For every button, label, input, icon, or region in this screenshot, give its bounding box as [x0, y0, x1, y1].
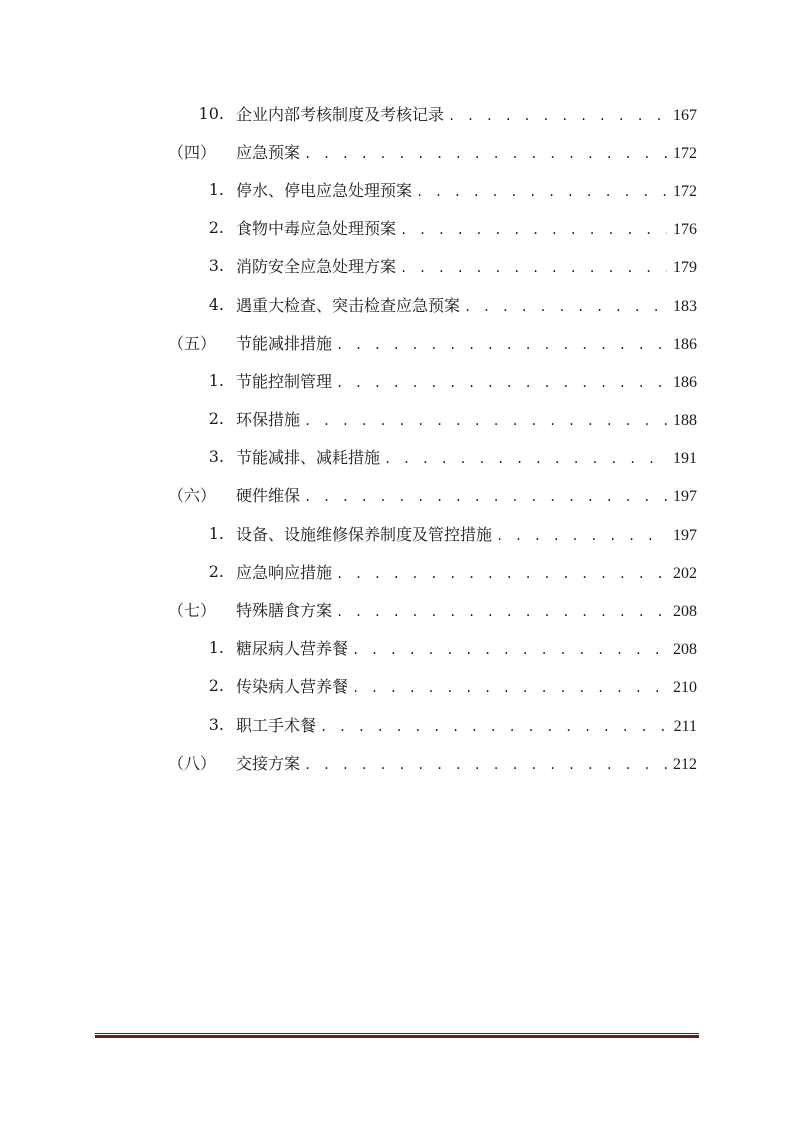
toc-entry-page: 191	[673, 450, 697, 468]
toc-entry-number: 1.	[208, 179, 224, 199]
toc-entry-page: 179	[673, 259, 697, 277]
toc-entry-number: 2.	[208, 218, 224, 238]
toc-entry-page: 202	[673, 564, 697, 582]
toc-entry-title: 交接方案	[236, 753, 301, 773]
toc-entry[interactable]	[0, 400, 793, 438]
dot-leader	[462, 300, 667, 314]
dot-leader	[302, 490, 667, 504]
toc-entry-link[interactable]	[236, 713, 697, 736]
dot-leader	[350, 681, 667, 695]
toc-entry-page: 176	[673, 221, 697, 239]
toc-entry-link[interactable]	[236, 674, 697, 697]
footer-rule-thin	[95, 1033, 699, 1034]
toc-entry[interactable]	[0, 476, 793, 514]
toc-entry-link[interactable]	[236, 178, 697, 201]
toc-entry-link[interactable]	[236, 636, 697, 659]
toc-entry-title: 企业内部考核制度及考核记录	[236, 104, 445, 124]
toc-entry-link[interactable]	[236, 751, 697, 774]
toc-entry-number: 2.	[208, 676, 224, 696]
toc-entry[interactable]	[0, 361, 793, 399]
dot-leader	[494, 529, 667, 543]
dot-leader	[302, 147, 667, 161]
footer-rule	[95, 1033, 699, 1038]
toc-entry-link[interactable]	[236, 522, 697, 545]
toc-entry-number: （七）	[168, 601, 217, 621]
toc-entry[interactable]	[0, 629, 793, 667]
toc-entry-number: （四）	[168, 142, 217, 162]
toc-entry-title: 消防安全应急处理方案	[236, 257, 397, 277]
toc-entry-number: 4.	[208, 294, 224, 314]
toc-entry-page: 212	[673, 755, 697, 773]
dot-leader	[334, 376, 667, 390]
toc-entry-link[interactable]	[236, 483, 697, 506]
toc-entry-page: 211	[673, 717, 697, 735]
toc-entry-page: 183	[673, 297, 697, 315]
dot-leader	[302, 414, 667, 428]
toc-entry-link[interactable]	[236, 331, 697, 354]
toc-entry-title: 糖尿病人营养餐	[236, 639, 349, 659]
toc-entry-link[interactable]	[236, 140, 697, 163]
toc-entry-title: 食物中毒应急处理预案	[236, 219, 397, 239]
toc-entry-page: 197	[673, 526, 697, 544]
toc-entry-link[interactable]	[236, 293, 697, 316]
toc-entry-title: 设备、设施维修保养制度及管控措施	[236, 524, 493, 544]
toc-entry-title: 环保措施	[236, 410, 301, 430]
dot-leader	[398, 223, 667, 237]
toc-entry-link[interactable]	[236, 560, 697, 583]
toc-entry[interactable]	[0, 94, 793, 132]
toc-entry-number: 1.	[208, 370, 224, 390]
toc-entry-link[interactable]	[236, 407, 697, 430]
toc-entry[interactable]	[0, 285, 793, 323]
toc-entry-title: 节能控制管理	[236, 371, 333, 391]
toc-entry-page: 208	[673, 641, 697, 659]
dot-leader	[334, 567, 667, 581]
dot-leader	[446, 109, 667, 123]
toc-entry[interactable]	[0, 170, 793, 208]
toc-entry[interactable]	[0, 667, 793, 705]
footer-rule-thick	[95, 1035, 699, 1038]
dot-leader	[398, 261, 667, 275]
dot-leader	[350, 643, 667, 657]
toc-entry-number: （八）	[168, 753, 217, 773]
toc-entry-page: 197	[673, 488, 697, 506]
toc-entry-page: 167	[673, 106, 697, 124]
toc-entry[interactable]	[0, 743, 793, 781]
toc-entry-title: 传染病人营养餐	[236, 677, 349, 697]
toc-entry-link[interactable]	[236, 102, 697, 125]
toc-entry-number: 2.	[208, 561, 224, 581]
toc-entry-number: 1.	[208, 638, 224, 658]
toc-entry-page: 208	[673, 603, 697, 621]
toc-entry-number: 2.	[208, 409, 224, 429]
toc-entry-title: 应急预案	[236, 142, 301, 162]
toc-entry[interactable]	[0, 323, 793, 361]
toc-entry-page: 210	[673, 679, 697, 697]
toc-entry-link[interactable]	[236, 598, 697, 621]
toc-entry-link[interactable]	[236, 445, 697, 468]
dot-leader	[302, 758, 667, 772]
toc-entry-title: 遇重大检查、突击检查应急预案	[236, 295, 461, 315]
toc-entry-link[interactable]	[236, 216, 697, 239]
toc-entry[interactable]	[0, 705, 793, 743]
toc-entry-number: （五）	[168, 333, 217, 353]
toc-entry-number: 10.	[198, 103, 224, 123]
toc-entry[interactable]	[0, 590, 793, 628]
toc-entry-title: 职工手术餐	[236, 715, 317, 735]
toc-entry-title: 停水、停电应急处理预案	[236, 180, 413, 200]
dot-leader	[334, 338, 667, 352]
toc-entry-title: 硬件维保	[236, 486, 301, 506]
toc-entry-title: 应急响应措施	[236, 562, 333, 582]
toc-entry[interactable]	[0, 132, 793, 170]
toc-entry-number: 3.	[208, 714, 224, 734]
dot-leader	[318, 720, 668, 734]
toc-entry[interactable]	[0, 552, 793, 590]
toc-entry-link[interactable]	[236, 254, 697, 277]
table-of-contents	[0, 94, 793, 781]
toc-entry-page: 172	[673, 144, 697, 162]
toc-entry-page: 188	[673, 412, 697, 430]
toc-entry-page: 186	[673, 335, 697, 353]
toc-entry-title: 节能减排措施	[236, 333, 333, 353]
toc-entry-title: 特殊膳食方案	[236, 601, 333, 621]
toc-entry-number: 3.	[208, 256, 224, 276]
toc-entry-link[interactable]	[236, 369, 697, 392]
toc-entry-number: 3.	[208, 447, 224, 467]
toc-entry[interactable]	[0, 247, 793, 285]
toc-entry[interactable]	[0, 438, 793, 476]
toc-entry-number: （六）	[168, 486, 217, 506]
toc-entry-number: 1.	[208, 523, 224, 543]
dot-leader	[414, 185, 667, 199]
toc-entry[interactable]	[0, 209, 793, 247]
toc-entry[interactable]	[0, 514, 793, 552]
toc-entry-page: 186	[673, 373, 697, 391]
dot-leader	[334, 605, 667, 619]
dot-leader	[382, 452, 667, 466]
toc-entry-page: 172	[673, 182, 697, 200]
toc-entry-title: 节能减排、减耗措施	[236, 448, 381, 468]
